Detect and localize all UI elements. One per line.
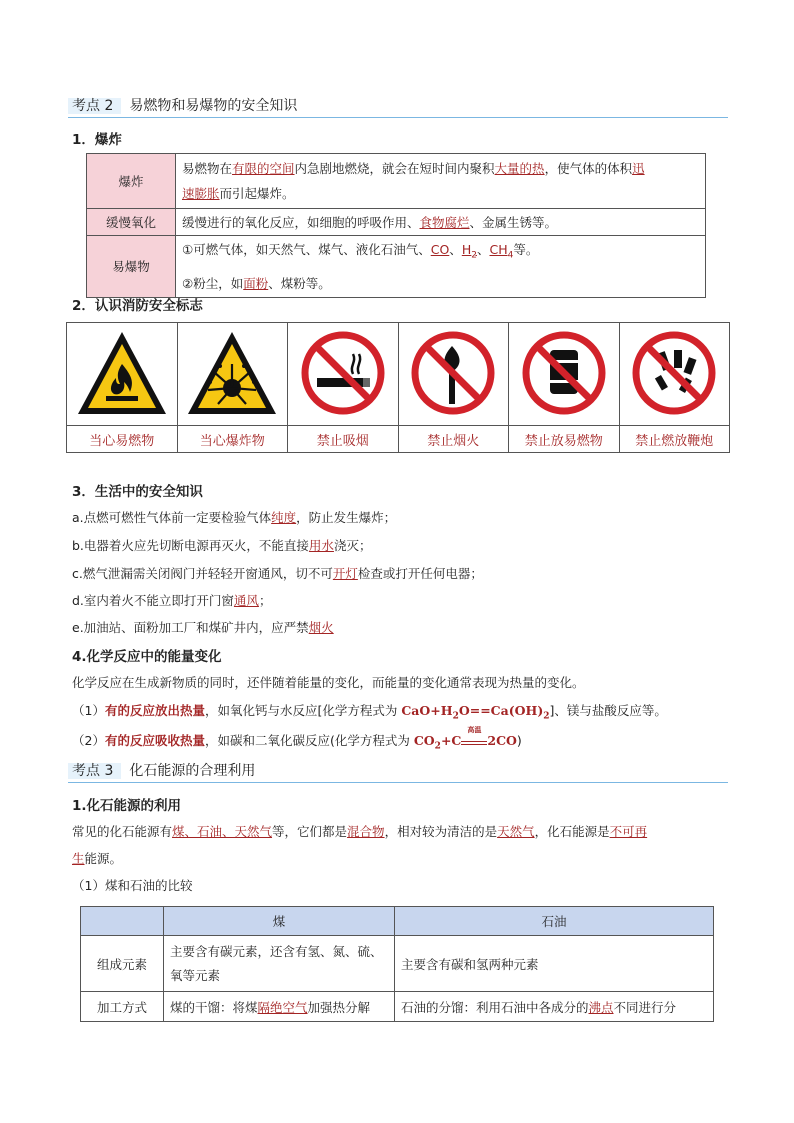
no-flammable-materials-icon (516, 328, 612, 418)
energy-item-2 (72, 725, 522, 752)
safety-item-a (72, 508, 396, 526)
equals-bar (461, 741, 487, 745)
text: 不同进行分 (613, 999, 677, 1015)
text: 、 (449, 242, 462, 257)
answer: 速膨胀 (182, 186, 220, 201)
signs-image-row (67, 323, 730, 426)
answer: 隔绝空气 (257, 999, 308, 1015)
text: 缓慢进行的氧化反应，如细胞的呼吸作用、 (182, 215, 420, 230)
text: ①可燃气体，如天然气、煤气、液化石油气、 (182, 242, 431, 257)
sign-caption: 当心易燃物 (67, 426, 178, 453)
text: 加强热分解 (307, 999, 371, 1015)
text: 等，它们都是 (272, 824, 348, 839)
text: （1） (72, 703, 105, 718)
sign-no-flammables (509, 323, 620, 426)
text: ②粉尘，如 (182, 275, 244, 291)
text: 易燃物在 (182, 161, 233, 176)
reaction-condition (461, 725, 487, 745)
row-key: 加工方式 (81, 992, 164, 1022)
text: 主要含有碳元素，还含有氢、氮、硫、 (170, 943, 383, 959)
section-title: 化石能源的合理利用 (129, 763, 256, 779)
text: b.电器着火应先切断电源再灭火，不能直接 (72, 538, 309, 553)
text: ，防止发生爆炸； (296, 510, 397, 525)
formula (401, 703, 550, 722)
energy-item-1 (72, 701, 667, 722)
section-title: 易燃物和易爆物的安全知识 (129, 98, 298, 114)
answer: 天然气 (497, 824, 535, 839)
safety-item-d (72, 591, 271, 609)
no-firecrackers-icon (626, 328, 722, 418)
answer: 不可再 (609, 824, 648, 839)
answer: 煤、石油、天然气 (172, 824, 273, 839)
text: ，化石能源是 (534, 824, 610, 839)
answer: 用水 (308, 538, 334, 553)
sign-caption: 禁止放易燃物 (509, 426, 620, 453)
formula (413, 725, 517, 752)
explosive-warning-icon (184, 328, 280, 418)
text: ，使气体的体积 (544, 161, 633, 176)
row-key: 易爆物 (87, 236, 176, 298)
row-key: 组成元素 (81, 936, 164, 992)
sign-caption: 禁止烟火 (398, 426, 509, 453)
answer: 混合物 (347, 824, 385, 839)
heading-life-safety: 3．生活中的安全知识 (72, 484, 203, 500)
text: 等。 (513, 242, 539, 257)
answer: 开灯 (332, 566, 358, 581)
coal-cell (164, 936, 395, 992)
answer: 食物腐烂 (419, 215, 470, 230)
row-value (176, 154, 706, 209)
sign-flammable (67, 323, 178, 426)
safety-item-b (72, 536, 371, 554)
safety-item-c (72, 564, 483, 582)
text: ) (516, 733, 522, 748)
sign-caption: 禁止吸烟 (288, 426, 399, 453)
sign-no-smoking (288, 323, 399, 426)
coal-cell (164, 992, 395, 1022)
no-smoking-icon (295, 328, 391, 418)
answer (461, 242, 477, 261)
flammable-warning-icon (74, 328, 170, 418)
text: 而引起爆炸。 (219, 186, 295, 201)
table-row (87, 154, 706, 209)
row-key: 缓慢氧化 (87, 209, 176, 236)
answer: 生 (72, 851, 85, 866)
text: （2） (72, 733, 105, 748)
text: 氧等元素 (170, 967, 221, 983)
table-row (87, 209, 706, 236)
no-open-flame-icon (405, 328, 501, 418)
text: d.室内着火不能立即打开门窗 (72, 593, 234, 608)
answer: 纯度 (271, 510, 297, 525)
energy-paragraph: 化学反应在生成新物质的同时，还伴随着能量的变化，而能量的变化通常表现为热量的变化。 (72, 675, 585, 690)
signs-caption-row (67, 426, 730, 453)
row-key: 爆炸 (87, 154, 176, 209)
header-empty (81, 907, 164, 936)
sign-explosive (177, 323, 288, 426)
subscript: 2 (471, 250, 477, 261)
sign-no-fire (398, 323, 509, 426)
sign-no-firecrackers (619, 323, 730, 426)
highlight: 有的反应放出热量 (104, 703, 205, 718)
section-heading-3 (68, 760, 728, 783)
text: ； (258, 593, 272, 608)
fossil-paragraph-cont (72, 849, 122, 867)
section-label: 考点 2 (68, 98, 121, 114)
text: c.燃气泄漏需关闭阀门并轻轻开窗通风，切不可 (72, 566, 333, 581)
text: 能源。 (84, 851, 123, 866)
table-row (87, 236, 706, 298)
coal-oil-subtitle: （1）煤和石油的比较 (72, 878, 193, 893)
row-value (176, 209, 706, 236)
text: CaO+H (401, 703, 453, 718)
text: ，如氧化钙与水反应[化学方程式为 (204, 703, 402, 718)
text: 检查或打开任何电器； (357, 566, 483, 581)
answer: 沸点 (588, 999, 614, 1015)
safety-signs-table (66, 322, 730, 453)
safety-item-e (72, 618, 334, 636)
text: a.点燃可燃性气体前一定要检验气体 (72, 510, 272, 525)
text: CO (413, 733, 435, 748)
subscript: 2 (543, 711, 550, 722)
section-label: 考点 3 (68, 763, 121, 779)
condition-label: 高温 (467, 725, 482, 734)
text: 内急剧地燃烧，就会在短时间内聚积 (294, 161, 495, 176)
text: O==Ca(OH) (458, 703, 544, 718)
oil-cell: 主要含有碳和氢两种元素 (395, 936, 714, 992)
text: ]、镁与盐酸反应等。 (549, 703, 667, 718)
answer: 面粉 (243, 275, 269, 291)
text: 浇灭； (333, 538, 372, 553)
answer: 迅 (632, 161, 645, 176)
answer: 有限的空间 (232, 161, 295, 176)
heading-explosion: 1．爆炸 (72, 132, 122, 148)
subscript: 2 (434, 741, 441, 752)
answer: 大量的热 (494, 161, 545, 176)
text: 、 (476, 242, 490, 257)
text: H (461, 242, 472, 257)
text: 煤的干馏：将煤 (170, 999, 258, 1015)
header-coal: 煤 (164, 907, 395, 936)
text: ，如碳和二氧化碳反应(化学方程式为 (204, 733, 414, 748)
explosion-table (86, 153, 706, 298)
table-row (81, 936, 714, 992)
text: 、煤粉等。 (268, 275, 331, 291)
text: e.加油站、面粉加工厂和煤矿井内，应严禁 (72, 620, 309, 635)
text: ，相对较为清洁的是 (384, 824, 498, 839)
row-value (176, 236, 706, 298)
text: 石油的分馏：利用石油中各成分的 (401, 999, 589, 1015)
header-oil: 石油 (395, 907, 714, 936)
answer: 烟火 (308, 620, 334, 635)
text: +C (440, 733, 462, 748)
fossil-paragraph (72, 822, 647, 840)
oil-cell (395, 992, 714, 1022)
section-heading-2 (68, 95, 728, 118)
sign-caption: 当心爆炸物 (177, 426, 288, 453)
text: 、金属生锈等。 (469, 215, 558, 230)
answer: CO (430, 242, 450, 257)
subscript: 2 (452, 711, 459, 722)
sign-caption: 禁止燃放鞭炮 (619, 426, 730, 453)
text: CH (489, 242, 508, 257)
table-header-row (81, 907, 714, 936)
table-row (81, 992, 714, 1022)
heading-safety-signs: 2．认识消防安全标志 (72, 298, 203, 314)
heading-energy-change: 4.化学反应中的能量变化 (72, 649, 222, 665)
answer (489, 242, 514, 261)
text: 2CO (487, 733, 517, 748)
highlight: 有的反应吸收热量 (104, 733, 205, 748)
heading-fossil-use: 1.化石能源的利用 (72, 798, 182, 814)
subscript: 4 (507, 250, 514, 261)
text: 常见的化石能源有 (72, 824, 173, 839)
coal-oil-table (80, 906, 714, 1022)
answer: 通风 (233, 593, 259, 608)
